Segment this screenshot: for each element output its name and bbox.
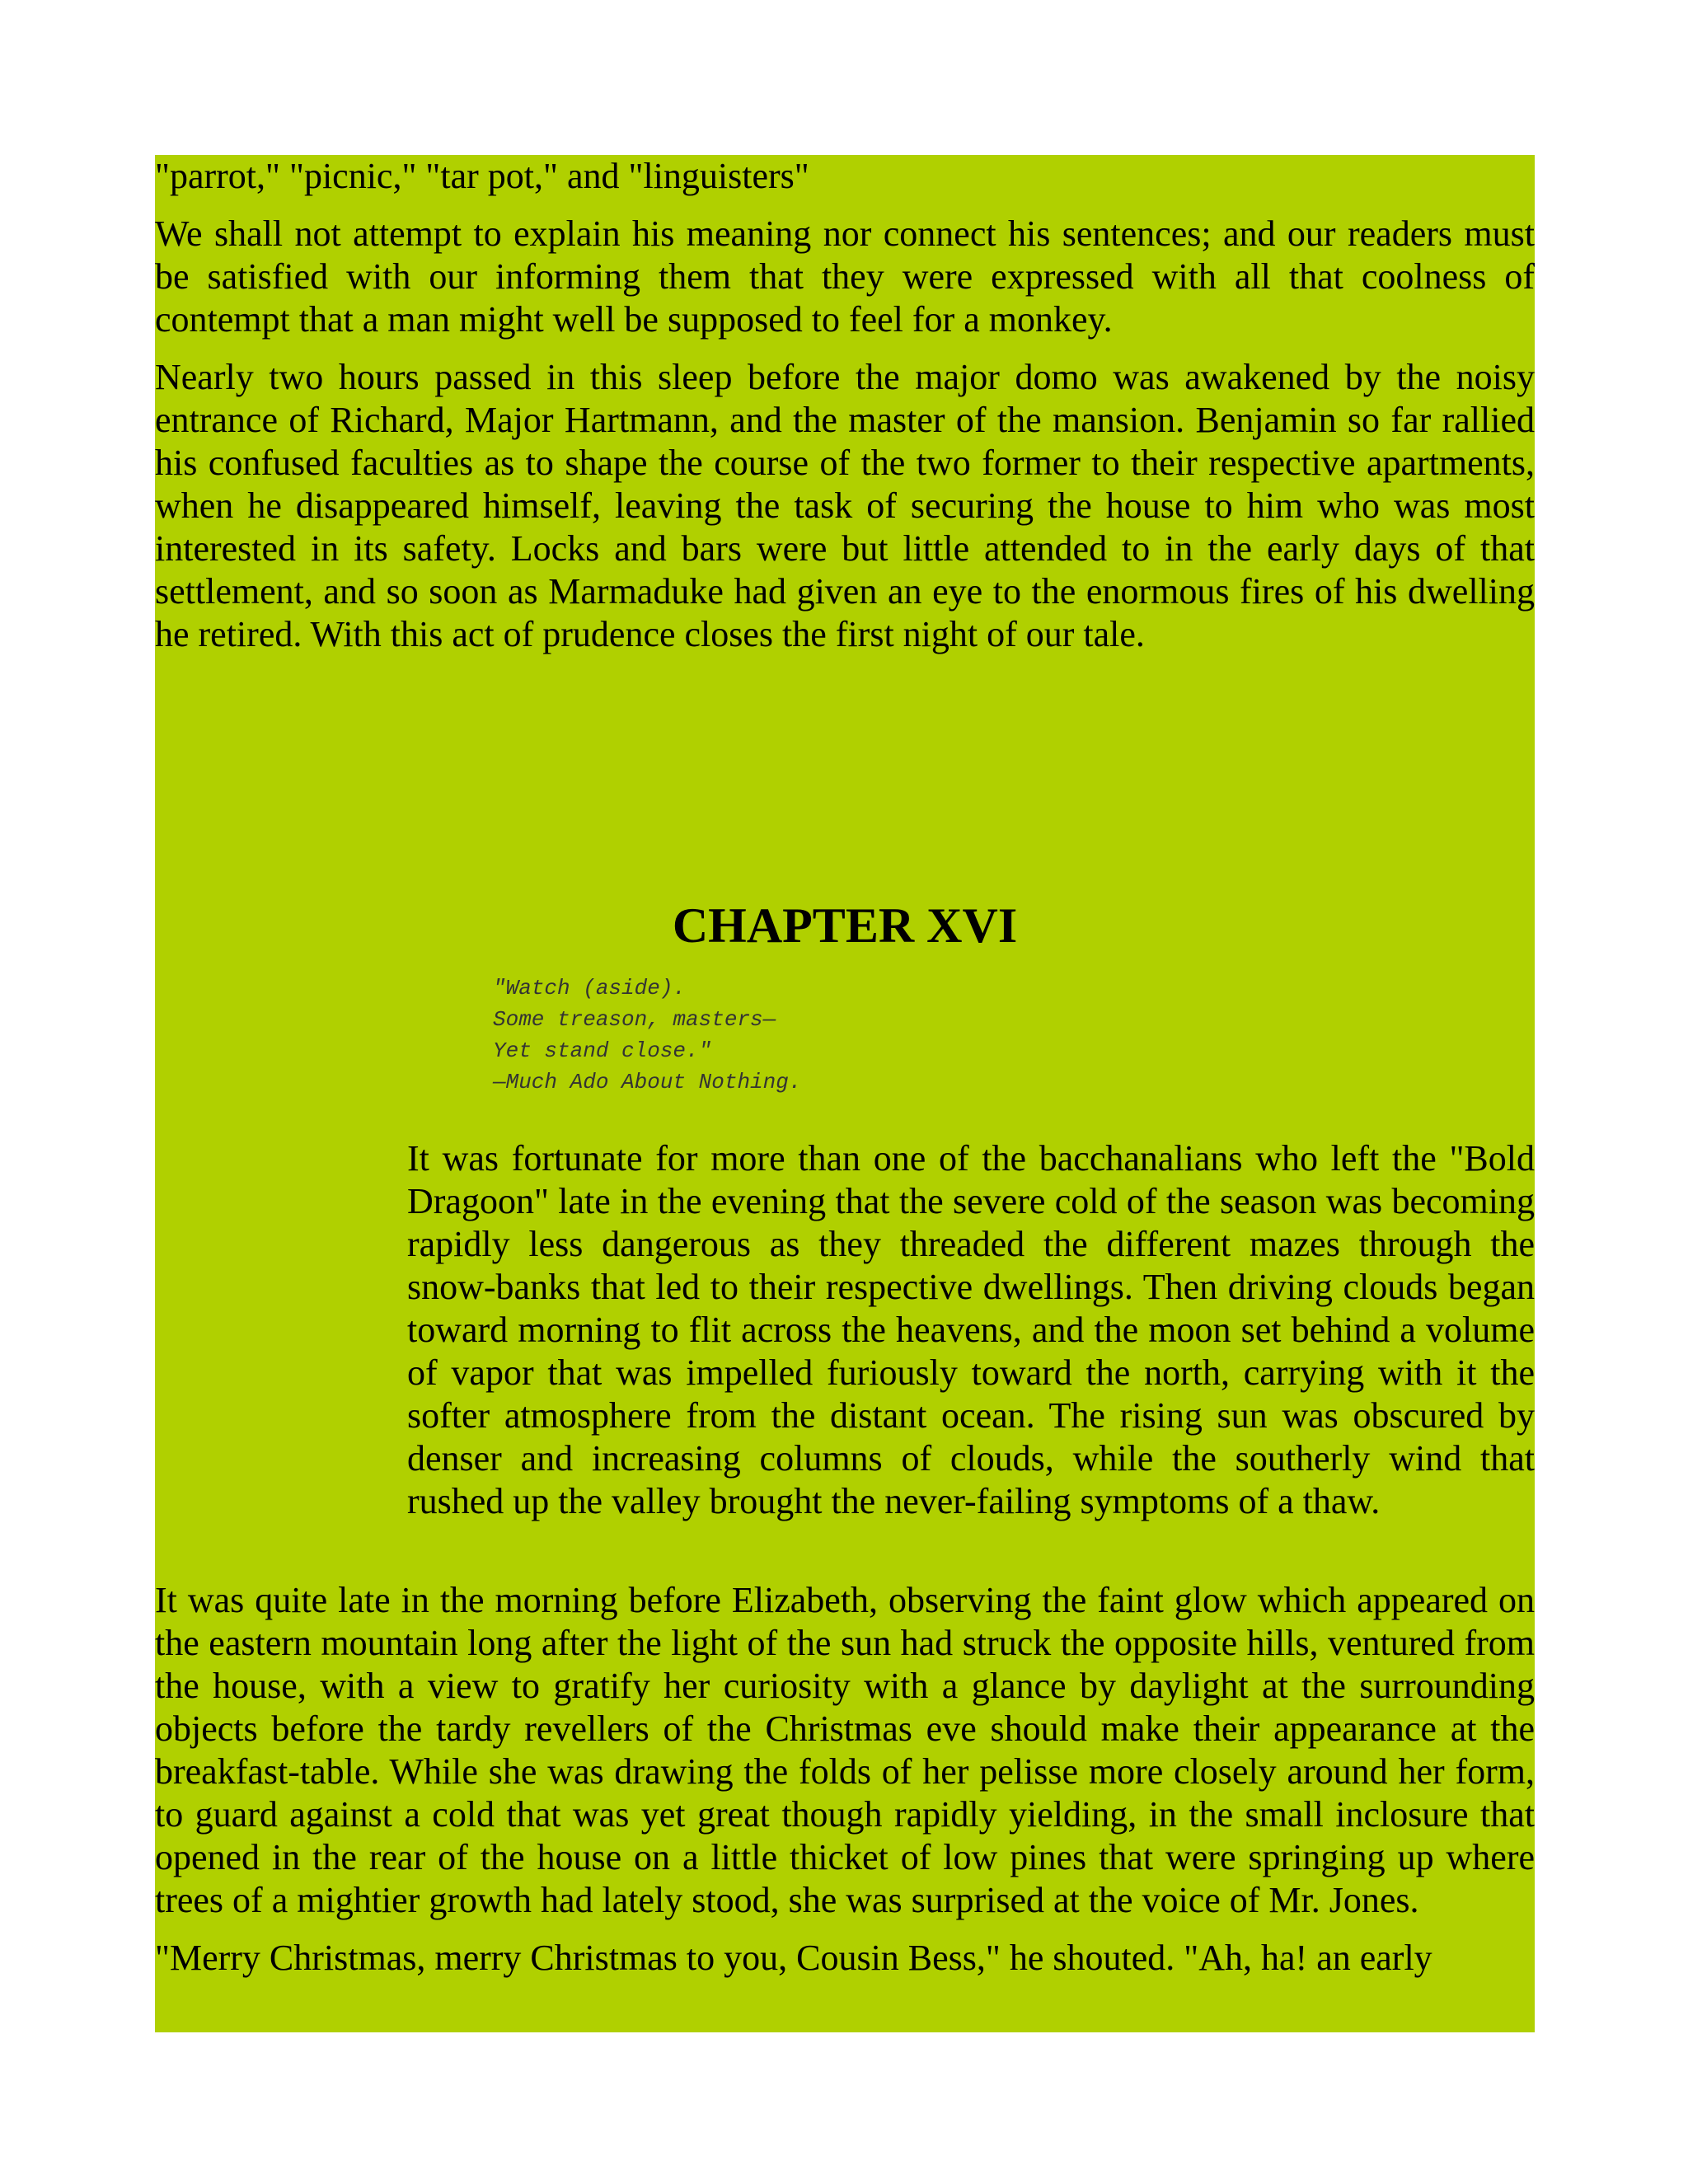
epigraph-line: Some treason, masters—	[493, 1007, 776, 1032]
epigraph-line: Yet stand close."	[493, 1038, 712, 1063]
epigraph	[493, 972, 801, 1098]
paragraph: Nearly two hours passed in this sleep before the major domo was awakened by the noisy entrance of Richard, Major Hartmann, and the master of the mansion. Benjamin so far rallied his confused faculties as to shape the course of the two former to their respective apartments, when he disappeared himself, leaving the task of securing the house to him who was most interested in its safety. Locks and bars were but little attended to in the early days of that settlement, and so soon as Marmaduke had given an eye to the enormous fires of his dwelling he retired. With this act of prudence closes the first night of our tale.	[155, 357, 1535, 654]
paragraph: We shall not attempt to explain his meaning nor connect his sentences; and our readers must be satisfied with our informing them that they were expressed with all that coolness of contempt that a man might well be supposed to feel for a monkey.	[155, 213, 1535, 340]
paragraph-fragment: "Merry Christmas, merry Christmas to you, Cousin Bess," he shouted. "Ah, ha! an early	[155, 1938, 1432, 1978]
paragraph-fragment: "parrot," "picnic," "tar pot," and "linguisters"	[155, 156, 809, 196]
epigraph-line: "Watch (aside).	[493, 976, 687, 1001]
chapter-title: CHAPTER XVI	[672, 898, 1018, 953]
chapter-opening-paragraph: It was fortunate for more than one of the bacchanalians who left the "Bold Dragoon" late in the evening that the severe cold of the season was becoming rapidly less dangerous as they threaded the different mazes through the snow-banks that led to their respective dwellings. Then driving clouds began toward morning to flit across the heavens, and the moon set behind a volume of vapor that was impelled furiously toward the north, carrying with it the softer atmosphere from the distant ocean. The rising sun was obscured by denser and increasing columns of clouds, while the southerly wind that rushed up the valley brought the never-failing symptoms of a thaw.	[407, 1138, 1535, 1521]
paragraph: It was quite late in the morning before Elizabeth, observing the faint glow which appeared on the eastern mountain long after the light of the sun had struck the opposite hills, ventured from the house, with a view to gratify her curiosity with a glance by daylight at the surrounding objects before the tardy revellers of the Christmas eve should make their appearance at the breakfast-table. While she was drawing the folds of her pelisse more closely around her form, to guard against a cold that was yet great though rapidly yielding, in the small inclosure that opened in the rear of the house on a little thicket of low pines that were springing up where trees of a mightier growth had lately stood, she was surprised at the voice of Mr. Jones.	[155, 1580, 1535, 1920]
chapter-body	[155, 1579, 1535, 1980]
text-block	[155, 155, 1535, 2032]
epigraph-attribution: —Much Ado About Nothing.	[493, 1070, 802, 1094]
